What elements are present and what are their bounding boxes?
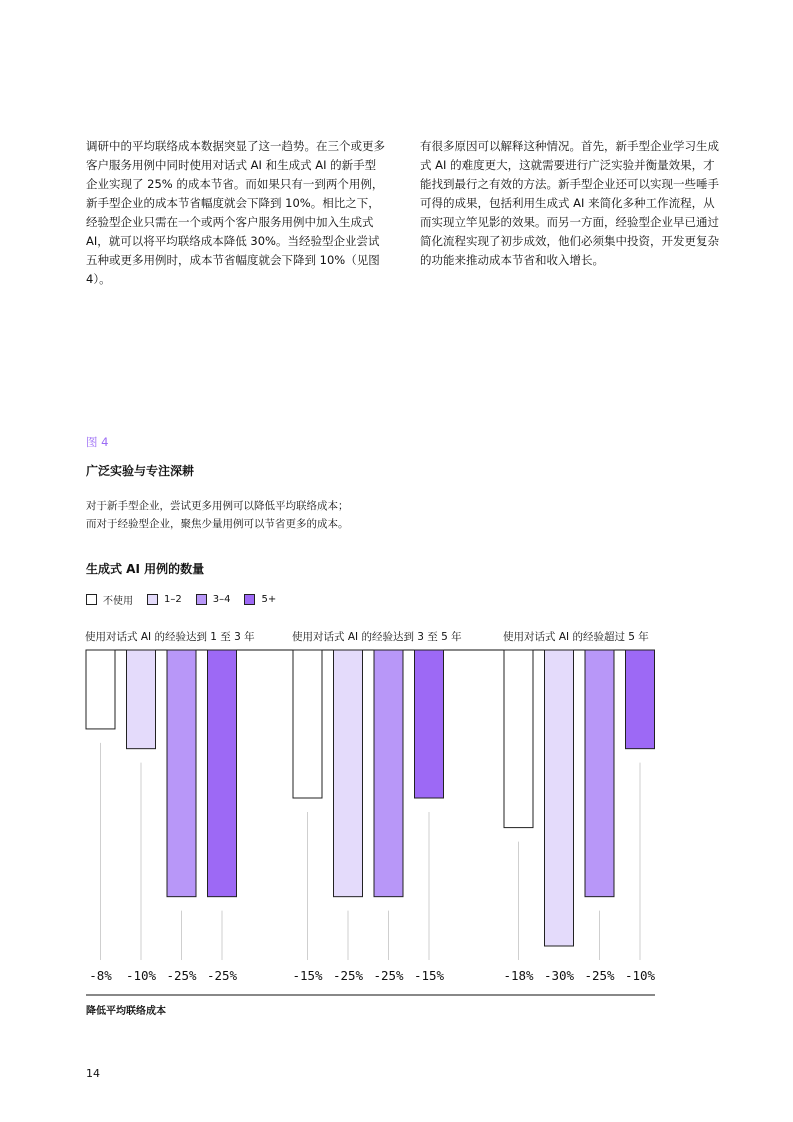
- group-title-3: 使用对话式 AI 的经验超过 5 年: [503, 631, 649, 643]
- bar-g3-s2: [545, 650, 574, 946]
- value-label-g3-s2: -30%: [543, 968, 575, 983]
- value-label-g2-s3: -25%: [373, 968, 404, 983]
- value-label-g1-s1: -8%: [89, 968, 112, 983]
- figure-title: 广泛实验与专注深耕: [86, 464, 195, 478]
- bar-g3-s1: [504, 650, 533, 828]
- bar-g3-s4: [626, 650, 655, 749]
- bar-g2-s2: [334, 650, 363, 897]
- bar-g2-s4: [415, 650, 444, 798]
- figure-subtitle-line-1: 对于新手型企业，尝试更多用例可以降低平均联络成本；: [86, 500, 349, 512]
- value-label-g3-s1: -18%: [503, 968, 534, 983]
- value-label-g2-s1: -15%: [292, 968, 323, 983]
- body-text-left-column: 调研中的平均联络成本数据突显了这一趋势。在三个或更多客户服务用例中同时使用对话式 AI 和生成式 AI 的新手型企业实现了 25% 的成本节省。而如果只有一到两个用例，新手型企业的成本节省幅度就会下降到 10%。相比之下，经验型企业只需在一个或两个客户服务用例中加入生成式 AI，就可以将平均联络成本降低 30%。当经验型企业尝试五种或更多用例时，成本节省幅度就会下降到 10%（见图 4）。: [86, 139, 385, 286]
- bar-g1-s3: [167, 650, 196, 897]
- figure-subtitle-line-2: 而对于经验型企业，聚焦少量用例可以节省更多的成本。: [86, 518, 349, 530]
- bar-g3-s3: [585, 650, 614, 897]
- value-label-g2-s2: -25%: [332, 968, 364, 983]
- value-label-g2-s4: -15%: [413, 968, 445, 983]
- bar-g2-s1: [293, 650, 322, 798]
- group-title-2: 使用对话式 AI 的经验达到 3 至 5 年: [292, 631, 462, 643]
- value-label-g1-s3: -25%: [166, 968, 197, 983]
- legend-label-none: 不使用: [103, 596, 133, 607]
- body-text-right-column: 有很多原因可以解释这种情况。首先，新手型企业学习生成式 AI 的难度更大，这就需要进行广泛实验并衡量效果，才能找到最行之有效的方法。新手型企业还可以实现一些唾手可得的成果，包括利用生成式 AI 来简化多种工作流程，从而实现立竿见影的效果。而另一方面，经验型企业早已通过简化流程实现了初步成效，他们必须集中投资，开发更复杂的功能来推动成本节省和收入增长。: [420, 139, 719, 267]
- value-label-g3-s3: -25%: [584, 968, 615, 983]
- value-label-g1-s4: -25%: [206, 968, 238, 983]
- value-label-g1-s2: -10%: [125, 968, 157, 983]
- bar-g2-s3: [374, 650, 403, 897]
- bar-g1-s1: [86, 650, 115, 729]
- group-title-1: 使用对话式 AI 的经验达到 1 至 3 年: [85, 631, 255, 643]
- legend-label-5-plus: 5+: [261, 594, 277, 605]
- legend-label-1-2: 1–2: [164, 594, 182, 605]
- figure-label: 图 4: [86, 435, 109, 449]
- bar-g1-s2: [127, 650, 156, 749]
- legend-label-3-4: 3–4: [212, 594, 231, 605]
- bar-g1-s4: [208, 650, 237, 897]
- legend-title: 生成式 AI 用例的数量: [86, 562, 205, 576]
- x-axis-title: 降低平均联络成本: [86, 1006, 166, 1017]
- page-number: 14: [86, 1067, 100, 1080]
- value-label-g3-s4: -10%: [624, 968, 656, 983]
